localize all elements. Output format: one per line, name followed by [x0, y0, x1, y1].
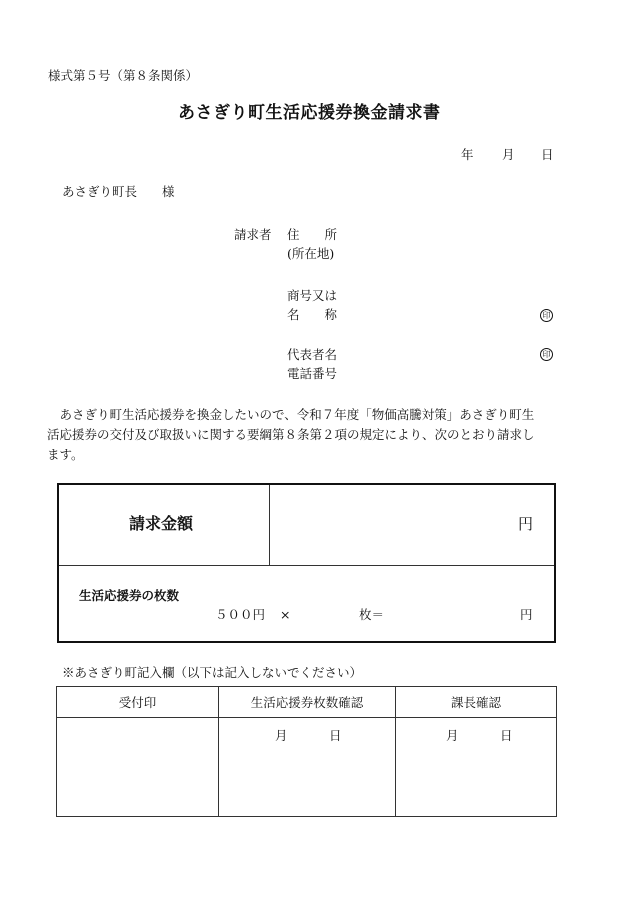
paragraph-line: あさぎり町生活応援券を換金したいので、令和７年度「物価高騰対策」あさぎり町生 — [47, 407, 535, 422]
claim-amount-unit: 円 — [518, 515, 534, 533]
office-use-table — [56, 686, 557, 817]
office-use-note: ※あさぎり町記入欄（以下は記入しないでください） — [62, 665, 363, 680]
formula-times: × — [280, 607, 291, 622]
claimant-label: 請求者 — [234, 227, 272, 242]
divider — [59, 565, 554, 566]
column-header: 生活応援券枚数確認 — [219, 687, 396, 718]
claim-amount-box — [57, 483, 556, 643]
date-month: 月 — [502, 147, 515, 162]
request-paragraph — [47, 405, 562, 465]
paragraph-line: 活応援券の交付及び取扱いに関する要綱第８条第２項の規定により、次のとおり請求し — [47, 427, 535, 442]
divider — [269, 485, 270, 565]
business-name-label-2: 名 称 — [287, 307, 338, 322]
formula-yen: 円 — [520, 607, 533, 622]
seal-mark-representative — [540, 347, 553, 361]
formula-price: ５００円 — [215, 607, 266, 622]
date-year: 年 — [461, 147, 474, 162]
seal-icon: 印 — [540, 309, 553, 322]
claim-amount-label: 請求金額 — [129, 514, 194, 533]
paragraph-line: ます。 — [47, 447, 84, 462]
cell-day: 日 — [500, 728, 513, 743]
representative-label: 代表者名 — [287, 347, 338, 362]
manager-confirm-cell — [396, 718, 557, 817]
business-name-label-1: 商号又は — [287, 288, 338, 303]
column-header: 受付印 — [57, 687, 219, 718]
cell-day: 日 — [329, 728, 342, 743]
seal-mark-business — [540, 308, 553, 322]
form-number: 様式第５号（第８条関係） — [48, 68, 199, 83]
column-header: 課長確認 — [396, 687, 557, 718]
reception-seal-cell — [57, 718, 219, 817]
address-sub-label: (所在地) — [287, 246, 335, 261]
voucher-confirm-cell — [219, 718, 396, 817]
table-row — [57, 718, 557, 817]
page-title: あさぎり町生活応援券換金請求書 — [178, 103, 441, 123]
formula-sheets: 枚＝ — [359, 607, 385, 622]
address-label: 住 所 — [287, 227, 338, 242]
seal-icon: 印 — [540, 348, 553, 361]
date-day: 日 — [541, 147, 554, 162]
cell-month: 月 — [446, 728, 459, 743]
addressee: あさぎり町長 様 — [62, 184, 175, 199]
phone-label: 電話番号 — [287, 366, 338, 381]
cell-month: 月 — [275, 728, 288, 743]
table-header-row — [57, 687, 557, 718]
voucher-count-label: 生活応援券の枚数 — [79, 588, 180, 603]
